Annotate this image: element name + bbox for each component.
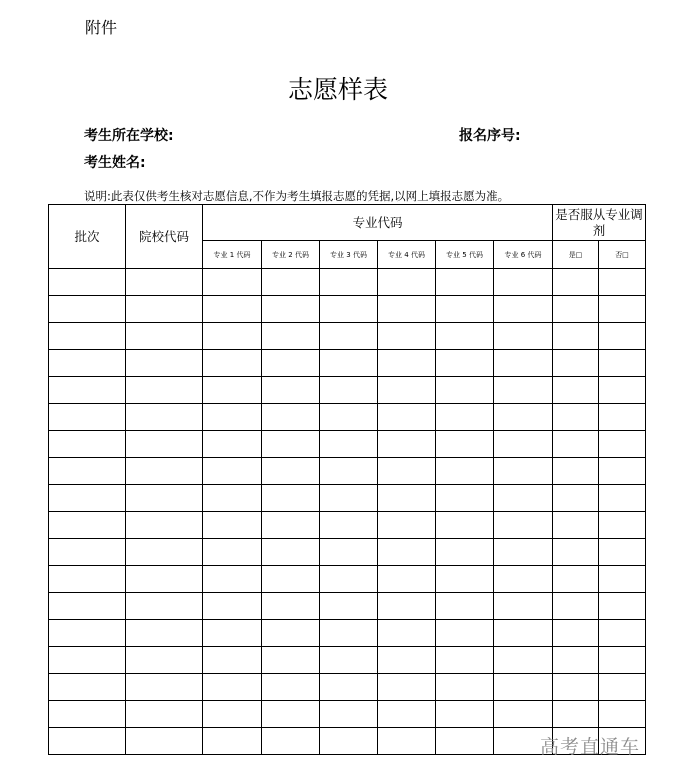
- table-cell[interactable]: [436, 512, 494, 539]
- table-cell[interactable]: [599, 647, 646, 674]
- table-row: [49, 647, 646, 674]
- table-row: [49, 458, 646, 485]
- table-cell[interactable]: [378, 269, 436, 296]
- major-5-code-header: 专业 5 代码: [436, 241, 494, 269]
- registration-number-label: 报名序号:: [459, 128, 521, 144]
- table-cell[interactable]: [436, 323, 494, 350]
- table-cell[interactable]: [126, 593, 203, 620]
- table-cell[interactable]: [49, 296, 126, 323]
- table-cell[interactable]: [599, 458, 646, 485]
- table-cell[interactable]: [494, 593, 553, 620]
- table-cell[interactable]: [262, 485, 320, 512]
- adjust-yes-checkbox[interactable]: 是□: [553, 241, 599, 269]
- table-cell[interactable]: [203, 350, 262, 377]
- table-cell[interactable]: [553, 296, 599, 323]
- table-cell[interactable]: [494, 701, 553, 728]
- table-cell[interactable]: [494, 458, 553, 485]
- table-cell[interactable]: [203, 701, 262, 728]
- table-cell[interactable]: [378, 512, 436, 539]
- table-cell[interactable]: [126, 485, 203, 512]
- table-row: [49, 431, 646, 458]
- table-cell[interactable]: [126, 647, 203, 674]
- table-cell[interactable]: [49, 539, 126, 566]
- table-cell[interactable]: [49, 485, 126, 512]
- table-cell[interactable]: [553, 674, 599, 701]
- table-cell[interactable]: [378, 674, 436, 701]
- table-cell[interactable]: [553, 269, 599, 296]
- table-cell[interactable]: [203, 566, 262, 593]
- major-codes-header: 专业代码: [203, 205, 553, 241]
- table-row: [49, 620, 646, 647]
- table-cell[interactable]: [262, 512, 320, 539]
- table-cell[interactable]: [203, 593, 262, 620]
- table-cell[interactable]: [494, 620, 553, 647]
- table-cell[interactable]: [49, 647, 126, 674]
- table-cell[interactable]: [494, 512, 553, 539]
- table-cell[interactable]: [203, 539, 262, 566]
- table-cell[interactable]: [378, 485, 436, 512]
- table-cell[interactable]: [320, 593, 378, 620]
- table-cell[interactable]: [378, 431, 436, 458]
- table-cell[interactable]: [262, 323, 320, 350]
- table-cell[interactable]: [320, 404, 378, 431]
- table-cell[interactable]: [126, 674, 203, 701]
- table-cell[interactable]: [262, 458, 320, 485]
- table-cell[interactable]: [436, 539, 494, 566]
- table-cell[interactable]: [262, 269, 320, 296]
- table-cell[interactable]: [320, 458, 378, 485]
- table-cell[interactable]: [494, 296, 553, 323]
- table-cell[interactable]: [553, 350, 599, 377]
- table-cell[interactable]: [262, 566, 320, 593]
- table-cell[interactable]: [49, 593, 126, 620]
- table-cell[interactable]: [378, 458, 436, 485]
- table-cell[interactable]: [378, 593, 436, 620]
- table-cell[interactable]: [553, 377, 599, 404]
- table-cell[interactable]: [126, 269, 203, 296]
- table-cell[interactable]: [378, 350, 436, 377]
- table-cell[interactable]: [203, 458, 262, 485]
- table-cell[interactable]: [599, 485, 646, 512]
- table-cell[interactable]: [436, 296, 494, 323]
- table-cell[interactable]: [203, 404, 262, 431]
- batch-header: 批次: [49, 205, 126, 269]
- table-cell[interactable]: [320, 377, 378, 404]
- table-row: [49, 350, 646, 377]
- table-cell[interactable]: [126, 350, 203, 377]
- table-cell[interactable]: [599, 269, 646, 296]
- major-1-code-header: 专业 1 代码: [203, 241, 262, 269]
- table-cell[interactable]: [203, 269, 262, 296]
- table-cell[interactable]: [553, 458, 599, 485]
- table-cell[interactable]: [553, 620, 599, 647]
- table-cell[interactable]: [320, 620, 378, 647]
- table-cell[interactable]: [494, 647, 553, 674]
- table-cell[interactable]: [494, 566, 553, 593]
- table-cell[interactable]: [599, 431, 646, 458]
- table-cell[interactable]: [599, 620, 646, 647]
- table-cell[interactable]: [553, 404, 599, 431]
- table-cell[interactable]: [599, 539, 646, 566]
- table-cell[interactable]: [262, 701, 320, 728]
- accept-adjustment-header: 是否服从专业调剂: [553, 205, 646, 241]
- table-cell[interactable]: [320, 296, 378, 323]
- table-cell[interactable]: [203, 296, 262, 323]
- table-cell[interactable]: [126, 728, 203, 755]
- table-cell[interactable]: [203, 377, 262, 404]
- table-cell[interactable]: [262, 647, 320, 674]
- school-field-label: 考生所在学校:: [84, 128, 174, 144]
- table-cell[interactable]: [436, 566, 494, 593]
- table-cell[interactable]: [126, 620, 203, 647]
- table-cell[interactable]: [599, 701, 646, 728]
- table-cell[interactable]: [553, 485, 599, 512]
- table-cell[interactable]: [126, 296, 203, 323]
- table-cell[interactable]: [599, 566, 646, 593]
- table-cell[interactable]: [49, 323, 126, 350]
- table-cell[interactable]: [378, 323, 436, 350]
- major-4-code-header: 专业 4 代码: [378, 241, 436, 269]
- table-cell[interactable]: [262, 296, 320, 323]
- table-cell[interactable]: [49, 512, 126, 539]
- table-cell[interactable]: [49, 269, 126, 296]
- table-cell[interactable]: [262, 620, 320, 647]
- table-cell[interactable]: [436, 377, 494, 404]
- watermark: 高考直通车: [540, 736, 641, 758]
- table-cell[interactable]: [49, 701, 126, 728]
- table-cell[interactable]: [436, 728, 494, 755]
- table-cell[interactable]: [320, 701, 378, 728]
- instructions-note: 说明:此表仅供考生核对志愿信息,不作为考生填报志愿的凭据,以网上填报志愿为准。: [84, 189, 510, 203]
- table-cell[interactable]: [599, 323, 646, 350]
- table-cell[interactable]: [436, 485, 494, 512]
- table-cell[interactable]: [126, 701, 203, 728]
- table-cell[interactable]: [378, 701, 436, 728]
- table-cell[interactable]: [553, 701, 599, 728]
- table-cell[interactable]: [436, 593, 494, 620]
- table-cell[interactable]: [494, 485, 553, 512]
- table-cell[interactable]: [320, 674, 378, 701]
- table-cell[interactable]: [599, 404, 646, 431]
- table-cell[interactable]: [494, 350, 553, 377]
- table-cell[interactable]: [203, 620, 262, 647]
- table-cell[interactable]: [553, 431, 599, 458]
- table-cell[interactable]: [203, 485, 262, 512]
- page-title: 志愿样表: [287, 75, 388, 104]
- table-cell[interactable]: [320, 431, 378, 458]
- table-cell[interactable]: [262, 350, 320, 377]
- table-cell[interactable]: [203, 512, 262, 539]
- table-cell[interactable]: [203, 647, 262, 674]
- table-cell[interactable]: [553, 593, 599, 620]
- table-row: [49, 701, 646, 728]
- table-cell[interactable]: [378, 377, 436, 404]
- table-cell[interactable]: [320, 323, 378, 350]
- table-row: [49, 269, 646, 296]
- table-cell[interactable]: [49, 674, 126, 701]
- table-cell[interactable]: [49, 377, 126, 404]
- table-row: [49, 512, 646, 539]
- table-cell[interactable]: [320, 566, 378, 593]
- table-row: [49, 539, 646, 566]
- table-cell[interactable]: [320, 485, 378, 512]
- table-cell[interactable]: [49, 404, 126, 431]
- table-cell[interactable]: [126, 539, 203, 566]
- table-cell[interactable]: [49, 728, 126, 755]
- table-cell[interactable]: [494, 431, 553, 458]
- table-cell[interactable]: [320, 647, 378, 674]
- table-cell[interactable]: [378, 296, 436, 323]
- table-cell[interactable]: [126, 566, 203, 593]
- table-cell[interactable]: [378, 647, 436, 674]
- table-cell[interactable]: [599, 350, 646, 377]
- table-cell[interactable]: [494, 674, 553, 701]
- table-cell[interactable]: [262, 674, 320, 701]
- table-cell[interactable]: [436, 269, 494, 296]
- table-cell[interactable]: [378, 404, 436, 431]
- table-cell[interactable]: [378, 728, 436, 755]
- table-cell[interactable]: [494, 269, 553, 296]
- table-cell[interactable]: [126, 377, 203, 404]
- table-cell[interactable]: [436, 701, 494, 728]
- table-cell[interactable]: [262, 404, 320, 431]
- table-row: [49, 485, 646, 512]
- table-row: [49, 296, 646, 323]
- table-cell[interactable]: [49, 620, 126, 647]
- table-cell[interactable]: [599, 593, 646, 620]
- table-cell[interactable]: [126, 512, 203, 539]
- table-cell[interactable]: [49, 566, 126, 593]
- table-cell[interactable]: [436, 404, 494, 431]
- table-cell[interactable]: [126, 323, 203, 350]
- table-cell[interactable]: [203, 728, 262, 755]
- table-cell[interactable]: [262, 593, 320, 620]
- table-cell[interactable]: [599, 377, 646, 404]
- table-cell[interactable]: [262, 539, 320, 566]
- table-cell[interactable]: [494, 404, 553, 431]
- school-code-header: 院校代码: [126, 205, 203, 269]
- table-cell[interactable]: [203, 674, 262, 701]
- table-cell[interactable]: [436, 458, 494, 485]
- table-row: [49, 323, 646, 350]
- table-cell[interactable]: [262, 377, 320, 404]
- table-cell[interactable]: [203, 431, 262, 458]
- table-cell[interactable]: [436, 350, 494, 377]
- adjust-no-checkbox[interactable]: 否□: [599, 241, 646, 269]
- table-row: [49, 404, 646, 431]
- table-cell[interactable]: [553, 323, 599, 350]
- application-form-table: [48, 204, 646, 755]
- table-cell[interactable]: [126, 458, 203, 485]
- table-cell[interactable]: [203, 323, 262, 350]
- table-row: [49, 566, 646, 593]
- table-cell[interactable]: [378, 566, 436, 593]
- table-cell[interactable]: [320, 512, 378, 539]
- major-6-code-header: 专业 6 代码: [494, 241, 553, 269]
- table-cell[interactable]: [553, 566, 599, 593]
- student-name-label: 考生姓名:: [84, 155, 146, 171]
- table-cell[interactable]: [49, 458, 126, 485]
- major-2-code-header: 专业 2 代码: [262, 241, 320, 269]
- table-cell[interactable]: [378, 539, 436, 566]
- major-3-code-header: 专业 3 代码: [320, 241, 378, 269]
- table-cell[interactable]: [49, 350, 126, 377]
- table-cell[interactable]: [599, 296, 646, 323]
- table-cell[interactable]: [436, 431, 494, 458]
- table-cell[interactable]: [320, 350, 378, 377]
- table-row: [49, 593, 646, 620]
- table-cell[interactable]: [494, 323, 553, 350]
- table-cell[interactable]: [126, 404, 203, 431]
- table-cell[interactable]: [494, 539, 553, 566]
- table-cell[interactable]: [320, 539, 378, 566]
- table-cell[interactable]: [599, 512, 646, 539]
- table-cell[interactable]: [320, 728, 378, 755]
- table-row: [49, 674, 646, 701]
- table-cell[interactable]: [126, 431, 203, 458]
- table-cell[interactable]: [553, 539, 599, 566]
- table-cell[interactable]: [436, 674, 494, 701]
- table-cell[interactable]: [436, 620, 494, 647]
- table-cell[interactable]: [320, 269, 378, 296]
- table-cell[interactable]: [553, 512, 599, 539]
- table-row: [49, 377, 646, 404]
- table-cell[interactable]: [599, 674, 646, 701]
- table-cell[interactable]: [553, 647, 599, 674]
- table-cell[interactable]: [262, 431, 320, 458]
- table-cell[interactable]: [262, 728, 320, 755]
- table-cell[interactable]: [49, 431, 126, 458]
- table-cell[interactable]: [378, 620, 436, 647]
- table-cell[interactable]: [436, 647, 494, 674]
- attachment-label: 附件: [85, 18, 118, 37]
- table-cell[interactable]: [494, 377, 553, 404]
